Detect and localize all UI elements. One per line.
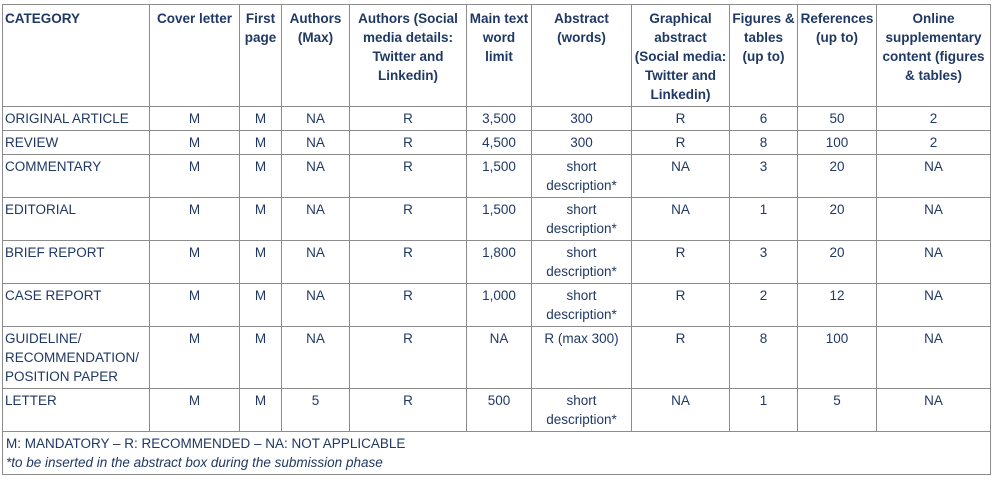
cell-references: 12 [798,284,877,327]
cell-references: 100 [798,327,877,389]
header-cover-letter: Cover letter [150,5,240,107]
cell-authors-social: R [350,131,467,155]
cell-graphical-abstract: NA [632,389,730,432]
header-supplementary: Online supplementary content (figures & tables) [877,5,991,107]
footnote-asterisk: *to be inserted in the abstract box during the submission phase [6,455,383,470]
cell-cover-letter: M [150,389,240,432]
table-row [3,198,991,241]
header-figures-tables: Figures & tables (up to) [730,5,798,107]
cell-abstract: 300 [532,107,632,131]
table-row [3,107,991,131]
cell-authors-max: NA [282,155,350,198]
cell-references: 20 [798,241,877,284]
cell-cover-letter: M [150,241,240,284]
cell-graphical-abstract: NA [632,155,730,198]
cell-word-limit: NA [467,327,532,389]
cell-cover-letter: M [150,284,240,327]
cell-category: REVIEW [3,131,150,155]
cell-first-page: M [240,241,282,284]
footnote-legend: M: MANDATORY – R: RECOMMENDED – NA: NOT APPLICABLE [6,436,406,451]
cell-authors-social: R [350,241,467,284]
cell-supplementary: NA [877,327,991,389]
cell-cover-letter: M [150,131,240,155]
header-row [3,5,991,107]
footnote-row [3,432,991,475]
table-row [3,131,991,155]
cell-references: 20 [798,198,877,241]
cell-first-page: M [240,389,282,432]
cell-category: CASE REPORT [3,284,150,327]
header-word-limit: Main text word limit [467,5,532,107]
cell-word-limit: 3,500 [467,107,532,131]
header-abstract: Abstract (words) [532,5,632,107]
cell-figures-tables: 1 [730,389,798,432]
cell-category: BRIEF REPORT [3,241,150,284]
cell-category: COMMENTARY [3,155,150,198]
header-graphical-abstract: Graphical abstract (Social media: Twitter and Linkedin) [632,5,730,107]
cell-graphical-abstract: NA [632,198,730,241]
table-row [3,389,991,432]
cell-abstract: short description* [532,198,632,241]
cell-first-page: M [240,107,282,131]
table-row [3,284,991,327]
cell-graphical-abstract: R [632,107,730,131]
cell-authors-social: R [350,284,467,327]
cell-category: GUIDELINE/ RECOMMENDATION/ POSITION PAPER [3,327,150,389]
cell-figures-tables: 2 [730,284,798,327]
cell-word-limit: 1,500 [467,155,532,198]
cell-first-page: M [240,131,282,155]
cell-cover-letter: M [150,327,240,389]
cell-word-limit: 500 [467,389,532,432]
cell-word-limit: 1,500 [467,198,532,241]
cell-references: 100 [798,131,877,155]
cell-supplementary: NA [877,389,991,432]
cell-cover-letter: M [150,107,240,131]
cell-authors-max: NA [282,284,350,327]
cell-figures-tables: 3 [730,155,798,198]
cell-cover-letter: M [150,198,240,241]
cell-references: 20 [798,155,877,198]
cell-abstract: short description* [532,389,632,432]
cell-authors-max: 5 [282,389,350,432]
cell-references: 5 [798,389,877,432]
cell-graphical-abstract: R [632,284,730,327]
cell-references: 50 [798,107,877,131]
cell-first-page: M [240,198,282,241]
cell-first-page: M [240,327,282,389]
header-first-page: First page [240,5,282,107]
cell-authors-social: R [350,107,467,131]
cell-category: EDITORIAL [3,198,150,241]
cell-supplementary: NA [877,198,991,241]
cell-authors-max: NA [282,327,350,389]
cell-first-page: M [240,155,282,198]
cell-cover-letter: M [150,155,240,198]
cell-authors-max: NA [282,241,350,284]
cell-authors-social: R [350,198,467,241]
cell-figures-tables: 8 [730,327,798,389]
cell-category: ORIGINAL ARTICLE [3,107,150,131]
cell-abstract: short description* [532,155,632,198]
header-authors-social: Authors (Social media details: Twitter and Linkedin) [350,5,467,107]
cell-figures-tables: 3 [730,241,798,284]
cell-figures-tables: 6 [730,107,798,131]
cell-graphical-abstract: R [632,131,730,155]
cell-first-page: M [240,284,282,327]
cell-authors-social: R [350,155,467,198]
header-references: References (up to) [798,5,877,107]
header-authors-max: Authors (Max) [282,5,350,107]
cell-word-limit: 1,800 [467,241,532,284]
cell-supplementary: 2 [877,131,991,155]
cell-abstract: R (max 300) [532,327,632,389]
cell-authors-max: NA [282,198,350,241]
cell-figures-tables: 1 [730,198,798,241]
cell-abstract: short description* [532,241,632,284]
cell-authors-social: R [350,327,467,389]
cell-word-limit: 1,000 [467,284,532,327]
table-row [3,155,991,198]
header-category: CATEGORY [3,5,150,107]
cell-word-limit: 4,500 [467,131,532,155]
cell-abstract: short description* [532,284,632,327]
table-row [3,241,991,284]
cell-authors-social: R [350,389,467,432]
table-row [3,327,991,389]
cell-category: LETTER [3,389,150,432]
cell-figures-tables: 8 [730,131,798,155]
cell-supplementary: NA [877,155,991,198]
cell-authors-max: NA [282,107,350,131]
cell-supplementary: 2 [877,107,991,131]
cell-abstract: 300 [532,131,632,155]
cell-supplementary: NA [877,284,991,327]
cell-graphical-abstract: R [632,241,730,284]
cell-graphical-abstract: R [632,327,730,389]
cell-supplementary: NA [877,241,991,284]
article-category-table [2,4,991,475]
cell-authors-max: NA [282,131,350,155]
footnote-cell [3,432,991,475]
